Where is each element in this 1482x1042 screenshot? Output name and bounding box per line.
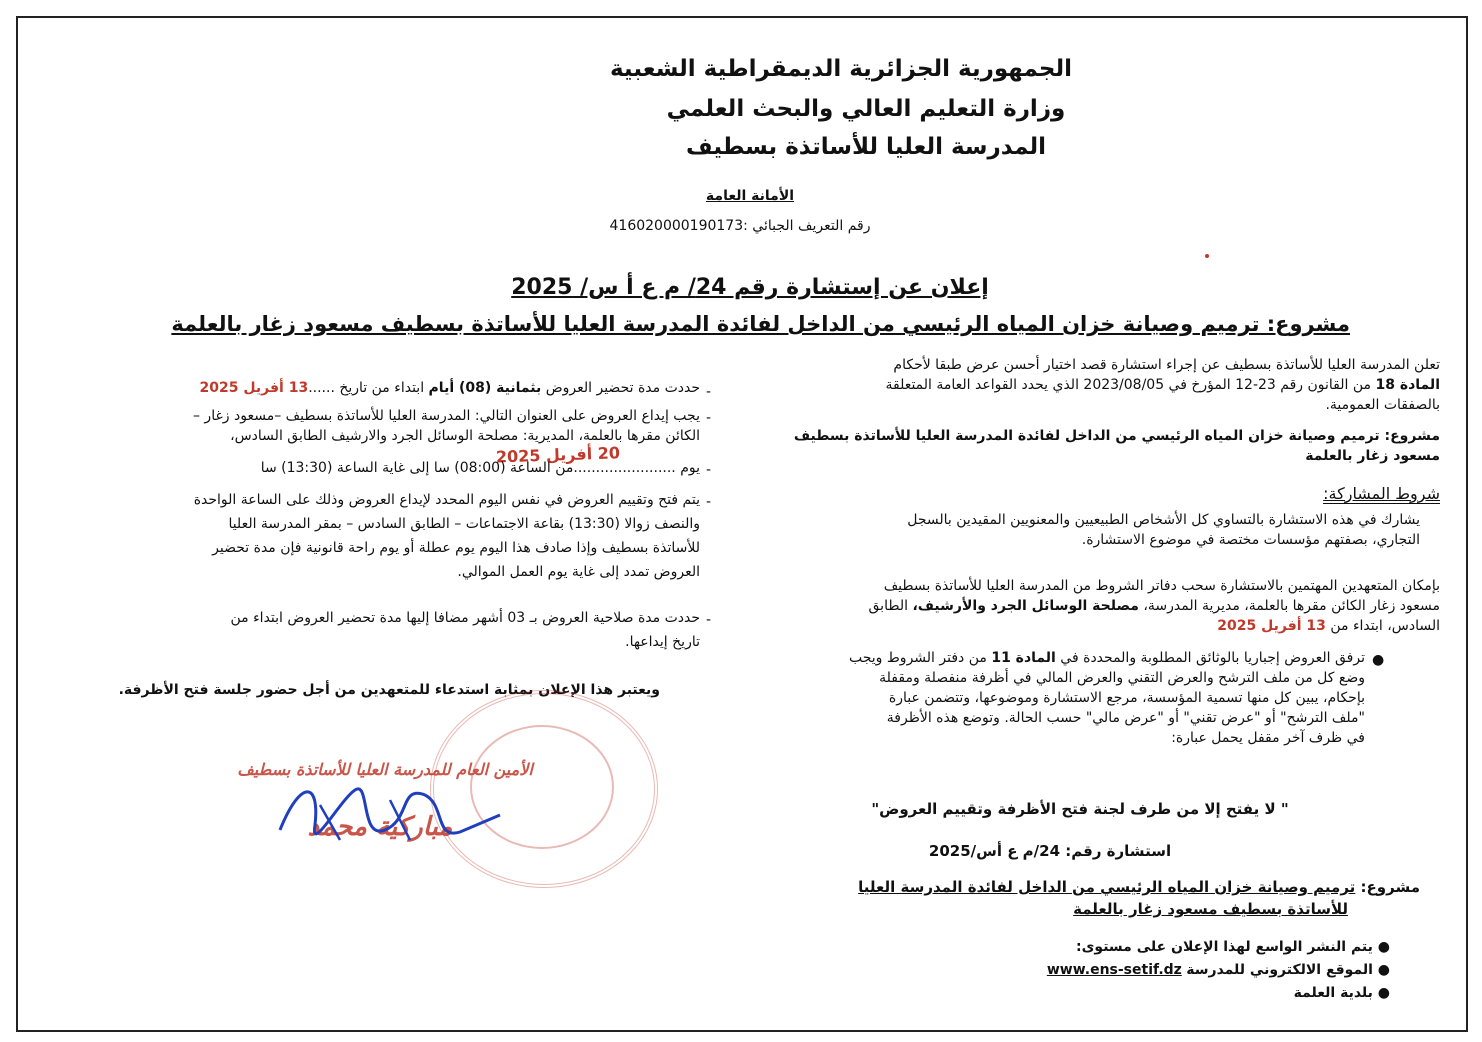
signature-name-stamp: مباركية محمد (307, 812, 453, 842)
conditions-paragraph: يشارك في هذه الاستشارة بالتساوي كل الأشخاص الطبيعيين والمعنويين المقيدين بالسجل التجاري، بصفتهم مؤسسات مختصة في موضوع الاستشارة. (907, 512, 1420, 548)
envelopes-paragraph: ترفق العروض إجباريا بالوثائق المطلوبة والمحددة في المادة 11 من دفتر الشروط ويجب وضع كل من ملف الترشح والعرض التقني والعرض المالي في أظرفة منفصلة ومقفلة بإحكام، يبين كل منها تسمية المؤسسة، مرجع الاستشارة وموضوعها، وتتضمن عبارة "ملف الترشح" أو "عرض تقني" أو "عرض مالي" حسب الحالة. وتوضع هذه الأظرفة في ظرف آخر مقفل يحمل عبارة: (848, 650, 1365, 746)
deposit-date-stamp: 20 أفريل 2025 (495, 443, 621, 467)
consult-number: استشارة رقم: 24/م ع أس/2025 (928, 842, 1172, 860)
invitation-note: ويعتبر هذا الإعلان بمثابة استدعاء للمتعهدين من أجل حضور جلسة فتح الأظرفة. (118, 682, 660, 698)
withdraw-date-stamp: 13 أفريل 2025 (1217, 618, 1326, 634)
duration-date-stamp: 13 أفريل 2025 (199, 380, 309, 396)
deposit-hours: يوم .......................من الساعة (08:00) سا إلى غاية الساعة (13:30) سا (260, 460, 700, 476)
intro-paragraph: تعلن المدرسة العليا للأساتذة بسطيف عن إجراء استشارة قصد اختيار أحسن عرض طبقا لأحكام المادة 18 من القانون رقم 23-12 المؤرخ في 2023/08/05 الذي يحدد القواعد العامة المتعلقة بالصفقات العمومية. (885, 357, 1440, 413)
deposit-paragraph: يجب إيداع العروض على العنوان التالي: المدرسة العليا للأساتذة بسطيف –مسعود زغار – الكائن مقرها بالعلمة، المديرية: مصلحة الوسائل الجرد والارشيف الطابق السادس، (192, 408, 700, 444)
republic-heading: الجمهورية الجزائرية الديمقراطية الشعبية (609, 56, 1073, 82)
announcement-title: إعلان عن إستشارة رقم 24/ م ع أ س/ 2025 (511, 275, 989, 300)
school-heading: المدرسة العليا للأساتذة بسطيف (685, 134, 1047, 160)
project-paragraph: مشروع: ترميم وصيانة خزان المياه الرئيسي من الداخل لفائدة المدرسة العليا للأساتذة بسطيف مسعود زغار بالعلمة (793, 428, 1440, 464)
project-box: مشروع: ترميم وصيانة خزان المياه الرئيسي من الداخل لفائدة المدرسة العليا للأساتذة بسطيف مسعود زغار بالعلمة (858, 878, 1420, 918)
bullet-icon: ● (1372, 962, 1390, 978)
handwritten-signature (260, 770, 520, 860)
ministry-heading: وزارة التعليم العالي والبحث العلمي (666, 96, 1066, 122)
bullet-icon: ● (1372, 985, 1390, 1001)
publication-item: ● بلدية العلمة (1293, 985, 1390, 1001)
dash-icon: - (706, 494, 712, 510)
duration-paragraph: حددت مدة تحضير العروض بثمانية (08) أيام ابتداء من تاريخ ......13 أفريل 2025 (199, 380, 700, 396)
red-dot-mark (1205, 254, 1209, 258)
bullet-icon: ● (1372, 939, 1390, 955)
opening-paragraph: يتم فتح وتقييم العروض في نفس اليوم المحدد لإيداع العروض وذلك على الساعة الواحدة والنصف زوالا (13:30) بقاعة الاجتماعات – الطابق السادس – بمقر المدرسة العليا للأساتذة بسطيف وإذا صادف هذا اليوم يوم عطلة أو يوم راحة قانونية فإن مدة تحضير العروض تمدد إلى غاية يوم العمل الموالي. (193, 492, 700, 580)
dash-icon: - (706, 410, 712, 426)
publication-item: ● الموقع الالكتروني للمدرسة www.ens-setif.dz (1046, 962, 1390, 978)
withdraw-paragraph: بإمكان المتعهدين المهتمين بالاستشارة سحب دفاتر الشروط من المدرسة العليا للأساتذة بسطيف مسعود زغار الكائن مقرها بالعلمة، مديرية المدرسة، مصلحة الوسائل الجرد والأرشيف، الطابق السادس، ابتداء من 13 أفريل 2025 (868, 578, 1440, 634)
website-link[interactable]: www.ens-setif.dz (1046, 962, 1182, 978)
signature-title-stamp: الأمين العام للمدرسة العليا للأساتذة بسطيف (237, 760, 533, 779)
publication-list (900, 936, 1390, 1005)
dash-icon: - (706, 384, 712, 400)
bullet-icon: ● (1372, 652, 1385, 668)
dash-icon: - (706, 612, 712, 628)
validity-paragraph: حددت مدة صلاحية العروض بـ 03 أشهر مضافا إليها مدة تحضير العروض ابتداء من تاريخ إيداعها. (230, 610, 700, 650)
dash-icon: - (706, 462, 712, 478)
tax-id: رقم التعريف الجبائي :416020000190173 (609, 218, 871, 234)
conditions-title: شروط المشاركة: (1323, 484, 1440, 503)
envelope-notice: " لا يفتح إلا من طرف لجنة فتح الأظرفة وتقييم العروض" (871, 800, 1289, 818)
project-title: مشروع: ترميم وصيانة خزان المياه الرئيسي من الداخل لفائدة المدرسة العليا للأساتذة بسطيف مسعود زغار بالعلمة (171, 312, 1350, 336)
publication-item: ● يتم النشر الواسع لهذا الإعلان على مستوى: (1075, 939, 1390, 955)
secretariat-label: الأمانة العامة (705, 188, 795, 204)
